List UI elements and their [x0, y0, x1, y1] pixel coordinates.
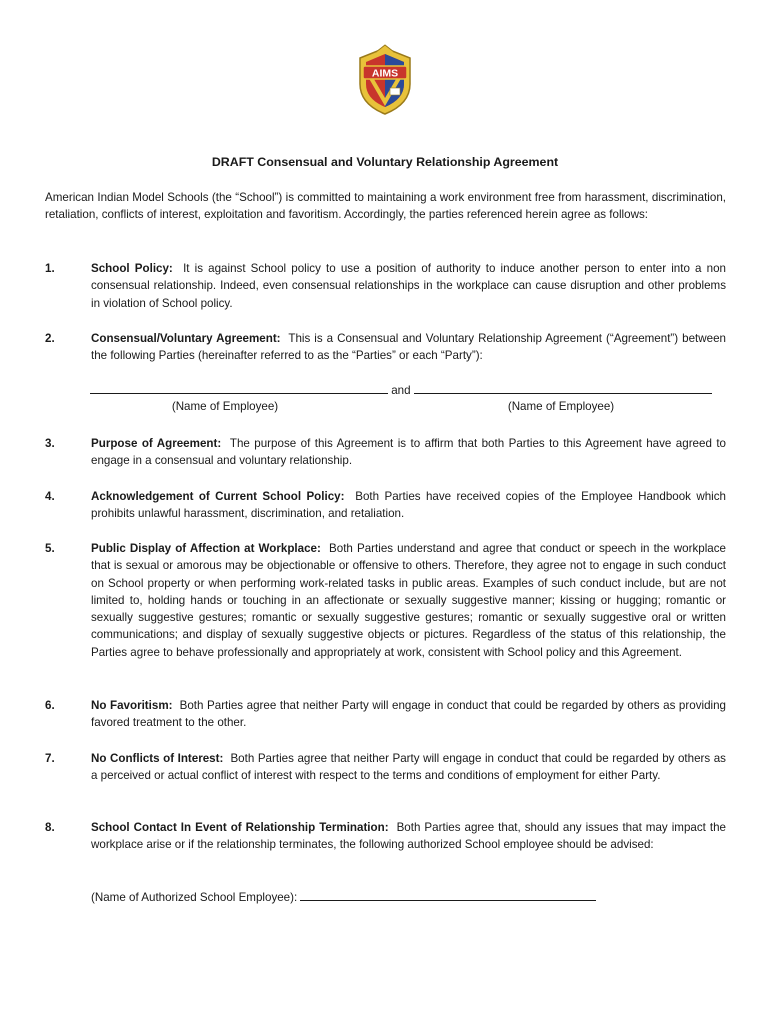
employee-name-line-1[interactable] — [90, 382, 388, 394]
authorized-employee-label: (Name of Authorized School Employee): — [91, 891, 298, 904]
document-title: DRAFT Consensual and Voluntary Relationship Agreement — [211, 155, 559, 169]
employee-name-line-2[interactable] — [414, 382, 712, 394]
clause-heading: School Contact In Event of Relationship Termination: — [91, 821, 389, 834]
clause-text: Both Parties understand and agree that conduct or speech in the workplace that is sexual or amorous may be objectionable or offensive to others. Therefore, they agree not to engage in such conduct on School property or when performing work-related tasks in public areas. Examples of such conduct include, but are not limited to, holding hands or touching in an affectionate or sexually suggestive manner; kissing or hugging; romantic or sexually suggestive gestures; romantic or sexually suggestive gestures; romantic or sexually suggestive oral or written communications; and display of sexually suggestive objects or pictures. Regardless of the status of this relationship, the Parties agree to behave professionally and appropriately at work, consistent with School policy and this Agreement. — [91, 542, 726, 659]
and-label: and — [391, 384, 411, 397]
clause-text: This is a Consensual and Voluntary Relationship Agreement (“Agreement”) between the following Parties (hereinafter referred to as the “Parties” or each “Party”): — [91, 332, 726, 363]
clause-number: 4. — [45, 490, 55, 503]
clause-number: 1. — [45, 262, 55, 275]
logo-text: AIMS — [371, 67, 399, 80]
clause-text: Both Parties agree that, should any issues that may impact the workplace arise or if the relationship terminates, the following authorized School employee should be advised: — [91, 821, 726, 852]
clause-text: Both Parties agree that neither Party will engage in conduct that could be regarded by others as providing favored treatment to the other. — [91, 699, 726, 730]
clause-number: 3. — [45, 437, 55, 450]
clause-heading: No Favoritism: — [91, 699, 173, 712]
clause-number: 5. — [45, 542, 55, 555]
clause-text: The purpose of this Agreement is to affirm that both Parties to this Agreement have agreed to engage in a consensual and voluntary relationship. — [91, 437, 727, 468]
clause-heading: Public Display of Affection at Workplace: — [91, 542, 321, 555]
clause-heading: Acknowledgement of Current School Policy: — [91, 490, 345, 503]
clause-heading: Purpose of Agreement: — [91, 437, 222, 450]
clause-number: 7. — [45, 752, 55, 765]
clause-text: Both Parties have received copies of the Employee Handbook which prohibits unlawful harassment, discrimination, and retaliation. — [91, 490, 726, 521]
clause-heading: School Policy: — [91, 262, 173, 275]
clause-heading: No Conflicts of Interest: — [91, 752, 224, 765]
authorized-employee-row — [91, 889, 596, 906]
clause-number: 6. — [45, 699, 55, 712]
clause-number: 2. — [45, 332, 55, 345]
clause-text: It is against School policy to use a position of authority to induce another person to enter into a non consensual relationship. Indeed, even consensual relationships in the workplace can cause disruption and other problems in violation of School policy. — [91, 262, 726, 310]
authorized-employee-line[interactable] — [300, 889, 596, 901]
employee-caption-left: (Name of Employee) — [171, 400, 279, 413]
clause-number: 8. — [45, 821, 55, 834]
employee-caption-right: (Name of Employee) — [507, 400, 615, 413]
clause-text: Both Parties agree that neither Party will engage in conduct that could be regarded by others as a perceived or actual conflict of interest with respect to the terms and conditions of employment for either Party. — [91, 752, 726, 783]
employee-signature-row — [90, 382, 712, 399]
clause-heading: Consensual/Voluntary Agreement: — [91, 332, 281, 345]
aims-shield-logo — [354, 44, 416, 116]
intro-paragraph: American Indian Model Schools (the “School”) is committed to maintaining a work environment free from harassment, discrimination, retaliation, conflicts of interest, exploitation and favoritism. Accordingly, the parties referenced herein agree as follows: — [45, 191, 726, 222]
